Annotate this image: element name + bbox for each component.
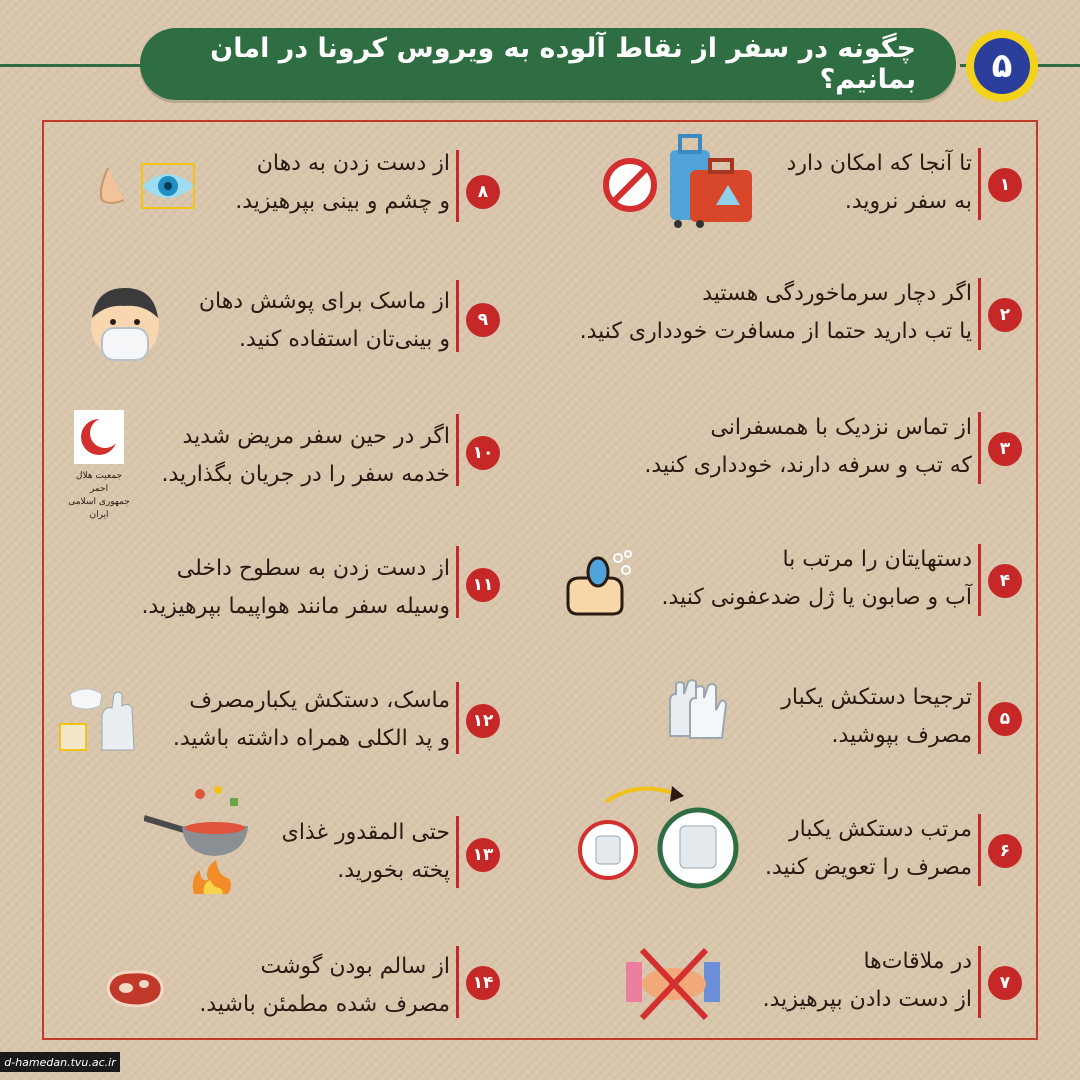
no-handshake-icon: [624, 944, 724, 1028]
tip-text: از سالم بودن گوشت مصرف شده مطمئن باشید.: [199, 954, 450, 1017]
tip-divider: [978, 278, 981, 350]
tip-number: ۱۰: [466, 436, 500, 470]
tip-divider: [978, 814, 981, 886]
tip-divider: [456, 150, 459, 222]
title-rule-left: [0, 64, 150, 67]
page-title-text: چگونه در سفر از نقاط آلوده به ویروس کرونا در امان بمانیم؟: [210, 33, 916, 95]
tip-text: مرتب دستکش یکبار مصرف را تعویض کنید.: [765, 817, 972, 880]
tip-number: ۸: [466, 175, 500, 209]
title-number-badge: [966, 30, 1038, 102]
tip-number: ۷: [988, 966, 1022, 1000]
meat-icon: [104, 966, 166, 1014]
tip-text: اگر در حین سفر مریض شدید خدمه سفر را در جریان بگذارید.: [161, 424, 450, 487]
tip-text: از دست زدن به دهان و چشم و بینی بپرهیزید.: [235, 151, 450, 214]
tip-number: ۵: [988, 702, 1022, 736]
tip-divider: [456, 280, 459, 352]
tip-number: ۱۱: [466, 568, 500, 602]
tip-divider: [456, 546, 459, 618]
tip-divider: [978, 544, 981, 616]
watermark: d-hamedan.tvu.ac.ir: [0, 1052, 120, 1072]
tip-number: ۳: [988, 432, 1022, 466]
title-number: ۵: [974, 38, 1030, 94]
tip-divider: [978, 682, 981, 754]
tip-number: ۱: [988, 168, 1022, 202]
hand-washing-icon: [560, 548, 640, 622]
tip-text: از ماسک برای پوشش دهان و بینی‌تان استفاده کنید.: [198, 289, 450, 352]
red-crescent-logo-text: جمعیت هلال احمر جمهوری اسلامی ایران: [68, 471, 130, 520]
tip-number: ۹: [466, 303, 500, 337]
tip-number: ۴: [988, 564, 1022, 598]
glove-change-icon: [576, 780, 746, 894]
page-title: [140, 28, 956, 100]
red-crescent-logo: [66, 408, 132, 522]
tip-text: در ملاقات‌ها از دست دادن بپرهیزید.: [762, 949, 972, 1012]
masked-face-icon: [80, 278, 170, 372]
tip-number: ۱۴: [466, 966, 500, 1000]
tip-number: ۲: [988, 298, 1022, 332]
tip-text: تا آنجا که امکان دارد به سفر نروید.: [786, 151, 972, 214]
tip-text: از دست زدن به سطوح داخلی وسیله سفر مانند هواپیما بپرهیزید.: [141, 556, 450, 619]
tip-number: ۶: [988, 834, 1022, 868]
mask-gloves-pad-icon: [54, 680, 154, 764]
tip-text: دستهایتان را مرتب با آب و صابون یا ژل ضدعفونی کنید.: [661, 547, 972, 610]
tip-divider: [456, 682, 459, 754]
tip-divider: [978, 148, 981, 220]
tip-divider: [456, 414, 459, 486]
tip-text: از تماس نزدیک با همسفرانی که تب و سرفه دارند، خودداری کنید.: [644, 415, 972, 478]
luggage-no-travel-icon: [600, 130, 760, 234]
tip-divider: [978, 412, 981, 484]
tip-divider: [456, 946, 459, 1018]
tip-number: ۱۳: [466, 838, 500, 872]
gloves-icon: [660, 676, 730, 750]
tip-divider: [978, 946, 981, 1018]
eye-nose-icon: [94, 160, 204, 219]
tip-text: اگر دچار سرماخوردگی هستید یا تب دارید حتما از مسافرت خودداری کنید.: [579, 281, 972, 344]
tip-text: ترجیحا دستکش یکبار مصرف بپوشید.: [781, 685, 972, 748]
frying-pan-icon: [144, 784, 254, 906]
tip-text: ماسک، دستکش یکبارمصرف و پد الکلی همراه داشته باشید.: [172, 688, 450, 751]
tip-text: حتی المقدور غذای پخته بخورید.: [281, 820, 450, 883]
tip-number: ۱۲: [466, 704, 500, 738]
tip-divider: [456, 816, 459, 888]
